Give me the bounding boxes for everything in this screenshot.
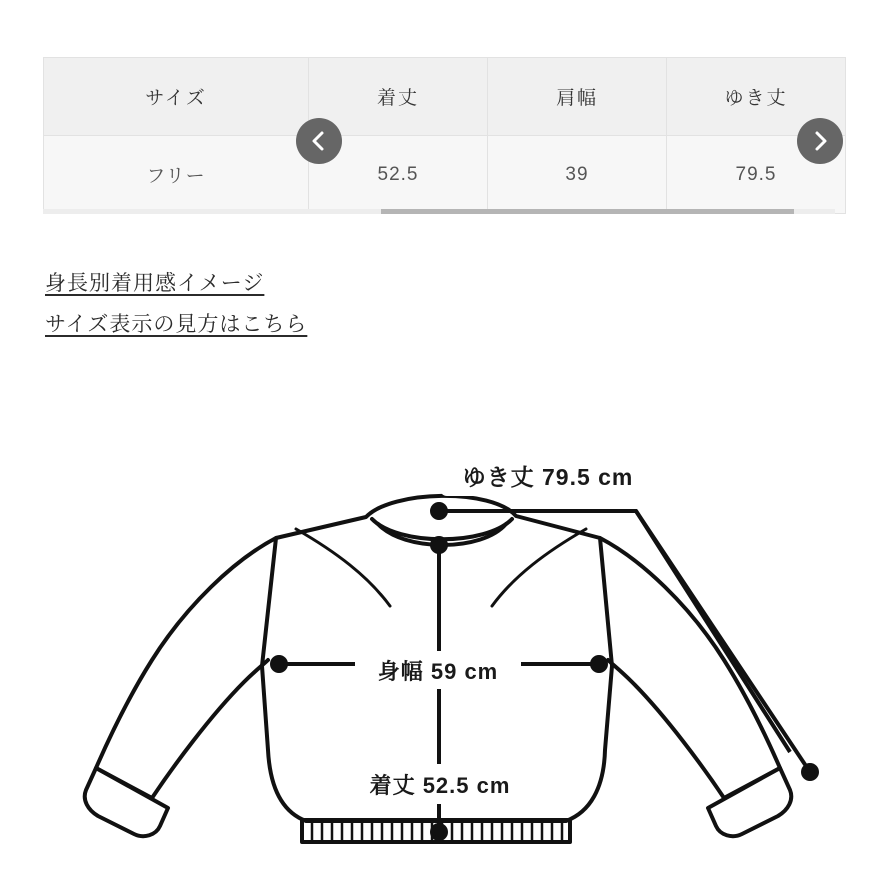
cell-kitake: 52.5 <box>309 136 488 214</box>
cell-yukitake: 79.5 <box>667 136 846 214</box>
measurement-label-kitake: 着丈 52.5 cm <box>347 764 533 804</box>
garment-measurement-diagram <box>0 420 878 878</box>
size-table-container[interactable] <box>43 57 835 214</box>
cell-size-name: フリー <box>44 136 309 214</box>
size-table-head <box>44 58 846 136</box>
table-header-yukitake: ゆき丈 <box>667 58 846 136</box>
link-height-fit-image[interactable]: 身長別着用感イメージ <box>45 272 265 295</box>
table-header-row <box>44 58 846 136</box>
size-table-body <box>44 136 846 214</box>
info-links <box>45 263 307 345</box>
table-prev-button[interactable] <box>296 118 342 164</box>
chevron-left-icon <box>309 130 329 152</box>
measurement-label-yukitake: ゆき丈 79.5 cm <box>440 454 656 496</box>
cell-katahaba: 39 <box>488 136 667 214</box>
table-row <box>44 136 846 214</box>
link-size-guide[interactable]: サイズ表示の見方はこちら <box>45 313 308 336</box>
garment-illustration <box>0 420 878 878</box>
table-header-kitake: 着丈 <box>309 58 488 136</box>
chevron-right-icon <box>810 130 830 152</box>
table-header-katahaba: 肩幅 <box>488 58 667 136</box>
table-scrollbar-thumb[interactable] <box>381 209 794 214</box>
table-next-button[interactable] <box>797 118 843 164</box>
table-header-size: サイズ <box>44 58 309 136</box>
size-table <box>43 57 846 214</box>
measurement-label-mihaba: 身幅 59 cm <box>355 651 521 689</box>
